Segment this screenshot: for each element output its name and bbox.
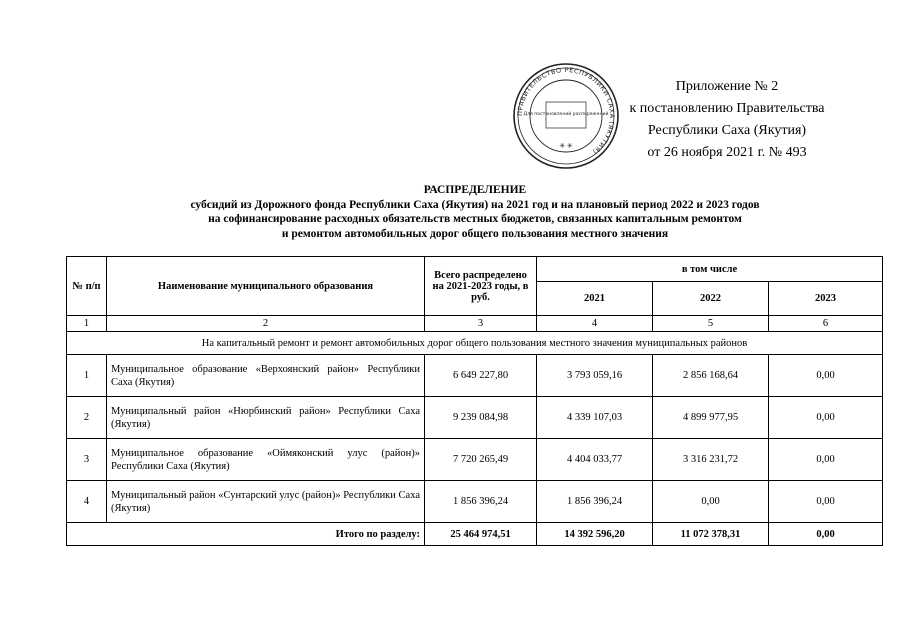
col-number: 6 bbox=[769, 316, 883, 332]
section-title: На капитальный ремонт и ремонт автомобильных дорог общего пользования местного значения муниципальных районов bbox=[67, 332, 883, 355]
row-total: 1 856 396,24 bbox=[425, 481, 537, 523]
row-total: 7 720 265,49 bbox=[425, 439, 537, 481]
col-number: 3 bbox=[425, 316, 537, 332]
header-2023: 2023 bbox=[769, 282, 883, 316]
table-row bbox=[67, 481, 883, 523]
row-number: 4 bbox=[67, 481, 107, 523]
seal-center-text: Для постановлений распоряжений bbox=[523, 112, 609, 117]
header-2022: 2022 bbox=[653, 282, 769, 316]
totals-total: 25 464 974,51 bbox=[425, 523, 537, 546]
row-2023: 0,00 bbox=[769, 355, 883, 397]
annex-line-2: к постановлению Правительства bbox=[629, 101, 825, 116]
document-title bbox=[60, 183, 890, 241]
row-total: 9 239 084,98 bbox=[425, 397, 537, 439]
col-number: 1 bbox=[67, 316, 107, 332]
municipality-name: Муниципальное образование «Оймяконский улус (район)» Республики Саха (Якутия) bbox=[107, 439, 425, 481]
header-name: Наименование муниципального образования bbox=[107, 257, 425, 316]
row-number: 1 bbox=[67, 355, 107, 397]
row-2021: 3 793 059,16 bbox=[537, 355, 653, 397]
totals-2021: 14 392 596,20 bbox=[537, 523, 653, 546]
title-line-2: субсидий из Дорожного фонда Республики Саха (Якутия) на 2021 год и на плановый период 2022 и 2023 годов bbox=[190, 198, 760, 211]
seal-ring-text: ПРАВИТЕЛЬСТВО РЕСПУБЛИКИ САХА (ЯКУТИЯ) bbox=[515, 65, 617, 157]
column-numbers-row bbox=[67, 316, 883, 332]
title-line-1: РАСПРЕДЕЛЕНИЕ bbox=[423, 184, 527, 196]
table-row bbox=[67, 355, 883, 397]
row-total: 6 649 227,80 bbox=[425, 355, 537, 397]
section-row bbox=[67, 332, 883, 355]
row-number: 2 bbox=[67, 397, 107, 439]
annex-line-3: Республики Саха (Якутия) bbox=[647, 123, 807, 138]
annex-line-4: от 26 ноября 2021 г. № 493 bbox=[647, 145, 807, 160]
municipality-name: Муниципальный район «Нюрбинский район» Республики Саха (Якутия) bbox=[107, 397, 425, 439]
subsidy-distribution-table bbox=[66, 256, 883, 546]
header-total: Всего распределено на 2021-2023 годы, в руб. bbox=[425, 257, 537, 316]
table-header-row bbox=[67, 257, 883, 282]
table-row bbox=[67, 439, 883, 481]
title-line-4: и ремонтом автомобильных дорог общего пользования местного значения bbox=[281, 227, 669, 240]
row-number: 3 bbox=[67, 439, 107, 481]
table-row bbox=[67, 397, 883, 439]
col-number: 2 bbox=[107, 316, 425, 332]
header-2021: 2021 bbox=[537, 282, 653, 316]
row-2022: 4 899 977,95 bbox=[653, 397, 769, 439]
row-2021: 4 339 107,03 bbox=[537, 397, 653, 439]
row-2023: 0,00 bbox=[769, 481, 883, 523]
totals-label: Итого по разделу: bbox=[67, 523, 425, 546]
header-num: № п/п bbox=[67, 257, 107, 316]
row-2022: 0,00 bbox=[653, 481, 769, 523]
annex-header bbox=[612, 76, 842, 164]
title-line-3: на софинансирование расходных обязательств местных бюджетов, связанных капитальным ремонтом bbox=[208, 213, 742, 225]
totals-2022: 11 072 378,31 bbox=[653, 523, 769, 546]
totals-2023: 0,00 bbox=[769, 523, 883, 546]
row-2023: 0,00 bbox=[769, 397, 883, 439]
row-2022: 3 316 231,72 bbox=[653, 439, 769, 481]
row-2021: 4 404 033,77 bbox=[537, 439, 653, 481]
seal-star-icon: ✳ ✳ bbox=[559, 142, 573, 150]
col-number: 4 bbox=[537, 316, 653, 332]
annex-line-1: Приложение № 2 bbox=[675, 79, 779, 94]
col-number: 5 bbox=[653, 316, 769, 332]
row-2022: 2 856 168,64 bbox=[653, 355, 769, 397]
official-seal-stamp bbox=[512, 62, 620, 170]
totals-row bbox=[67, 523, 883, 546]
municipality-name: Муниципальный район «Сунтарский улус (район)» Республики Саха (Якутия) bbox=[107, 481, 425, 523]
row-2021: 1 856 396,24 bbox=[537, 481, 653, 523]
row-2023: 0,00 bbox=[769, 439, 883, 481]
header-including: в том числе bbox=[537, 257, 883, 282]
municipality-name: Муниципальное образование «Верхоянский район» Республики Саха (Якутия) bbox=[107, 355, 425, 397]
